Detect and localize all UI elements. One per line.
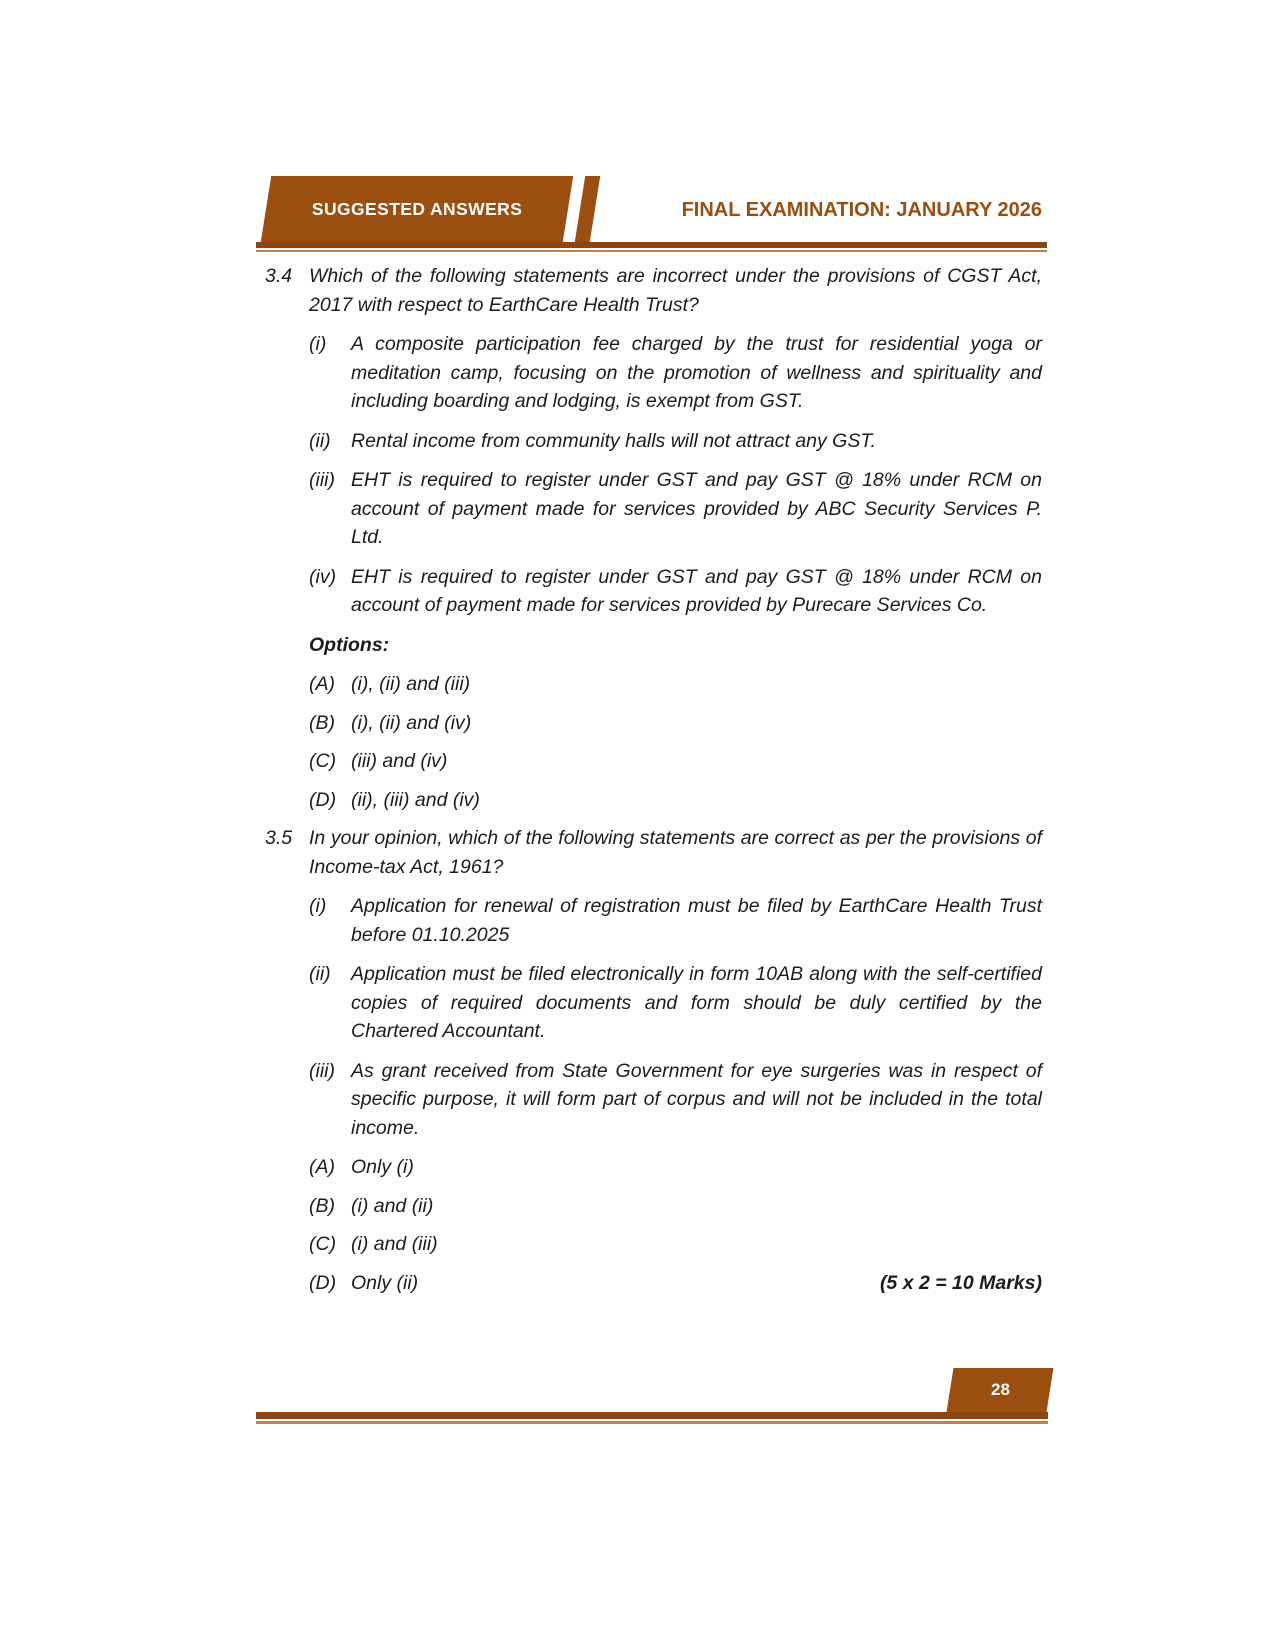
statement-marker: (iii)	[309, 469, 335, 491]
options-heading: Options:	[309, 633, 390, 656]
statement-item	[309, 1057, 1042, 1143]
statement-item	[309, 466, 1042, 552]
option-text: (ii), (iii) and (iv)	[351, 788, 480, 811]
header-banner	[261, 176, 573, 242]
option-text: (iii) and (iv)	[351, 750, 448, 772]
statement-item	[309, 330, 1042, 416]
footer-rule-thick	[256, 1412, 1048, 1419]
option-row	[309, 786, 1042, 815]
statement-marker: (i)	[309, 333, 327, 355]
option-marker: (C)	[309, 750, 337, 772]
question-row	[265, 824, 1042, 881]
option-marker: (D)	[309, 788, 337, 811]
statement-text: Rental income from community halls will not attract any GST.	[351, 429, 876, 452]
statement-text: A composite participation fee charged by the trust for residential yoga or meditation camp, focusing on the promotion of wellness and spirituality and including boarding and lodging, is exempt from GST.	[351, 333, 1042, 412]
option-text: Only (ii)	[351, 1271, 419, 1294]
option-marker: (A)	[309, 673, 335, 695]
page-number: 28	[990, 1380, 1010, 1399]
option-row	[309, 1230, 1042, 1259]
statement-item	[309, 960, 1042, 1046]
statement-marker: (ii)	[309, 429, 331, 452]
option-row	[309, 1269, 1042, 1298]
option-marker: (C)	[309, 1233, 337, 1255]
marks-note: (5 x 2 = 10 Marks)	[879, 1271, 1042, 1294]
footer-rule-thin	[256, 1421, 1048, 1424]
statement-text: Application for renewal of registration must be filed by EarthCare Health Trust before 01.10.2025	[351, 895, 1042, 946]
option-row	[309, 709, 1042, 738]
header-rule	[256, 242, 1047, 252]
statement-item	[309, 427, 1042, 456]
question-3-4	[265, 262, 1042, 814]
question-number: 3.4	[265, 265, 293, 287]
statement-text: As grant received from State Government for eye surgeries was in respect of specific purpose, it will form part of corpus and will not be included in the total income.	[351, 1059, 1042, 1139]
option-text: (i) and (iii)	[351, 1233, 438, 1255]
option-marker: (B)	[309, 1194, 335, 1217]
header-banner-accent	[575, 176, 600, 242]
statement-marker: (i)	[309, 895, 327, 917]
header-banner-label: SUGGESTED ANSWERS	[311, 198, 523, 219]
option-text: (i), (ii) and (iv)	[351, 711, 472, 734]
option-row	[309, 670, 1042, 699]
question-number: 3.5	[265, 827, 293, 849]
statement-marker: (ii)	[309, 963, 331, 985]
statement-text: EHT is required to register under GST and pay GST @ 18% under RCM on account of payment made for services provided by ABC Security Services P. Ltd.	[351, 469, 1042, 548]
option-text: Only (i)	[351, 1156, 414, 1178]
option-row	[309, 747, 1042, 776]
question-text: Which of the following statements are incorrect under the provisions of CGST Act, 2017 with respect to EarthCare Health Trust?	[309, 265, 1042, 316]
statement-marker: (iii)	[309, 1059, 335, 1082]
footer-rule	[256, 1412, 1048, 1424]
option-marker: (A)	[309, 1156, 335, 1178]
option-marker: (B)	[309, 711, 335, 734]
page-content	[265, 262, 1042, 1307]
option-text: (i) and (ii)	[351, 1194, 434, 1217]
option-text: (i), (ii) and (iii)	[351, 673, 471, 695]
header-title: FINAL EXAMINATION: JANUARY 2026	[681, 199, 1042, 221]
statement-item	[309, 563, 1042, 620]
statement-text: EHT is required to register under GST and pay GST @ 18% under RCM on account of payment made for services provided by Purecare Services Co.	[351, 565, 1042, 616]
header-rule-thin	[256, 250, 1047, 252]
option-marker: (D)	[309, 1271, 337, 1294]
question-text: In your opinion, which of the following statements are correct as per the provisions of Income-tax Act, 1961?	[309, 827, 1042, 878]
option-row	[309, 1192, 1042, 1221]
question-3-5	[265, 824, 1042, 1297]
statement-text: Application must be filed electronically in form 10AB along with the self-certified copies of required documents and form should be duly certified by the Chartered Accountant.	[351, 963, 1042, 1042]
statement-item	[309, 892, 1042, 949]
option-row	[309, 1153, 1042, 1182]
statement-marker: (iv)	[309, 565, 337, 588]
page-number-badge	[947, 1368, 1054, 1412]
question-row	[265, 262, 1042, 319]
